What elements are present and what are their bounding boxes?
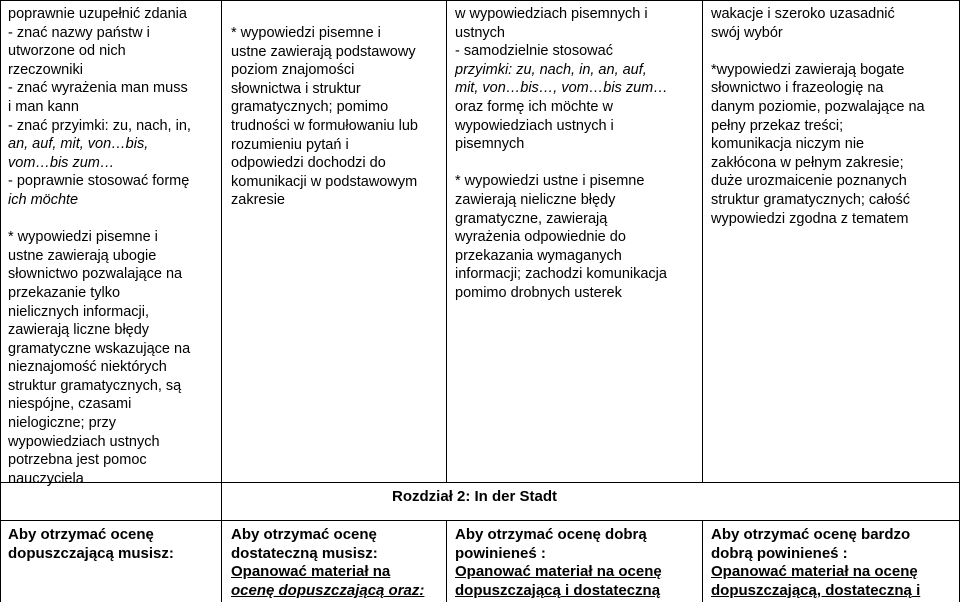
text-line: dobrą powinieneś : bbox=[711, 544, 848, 562]
text-line: utworzone od nich bbox=[8, 43, 126, 60]
text-line: pisemnych bbox=[455, 136, 525, 153]
text-line: słownictwo i frazeologię na bbox=[711, 80, 884, 97]
text-line: pełny przekaz treści; bbox=[711, 117, 844, 134]
text-line: wypowiedziach ustnych i bbox=[455, 117, 614, 134]
text-line: vom…bis zum… bbox=[8, 154, 115, 171]
table-border bbox=[221, 482, 960, 483]
text-line: informacji; zachodzi komunikacja bbox=[455, 266, 667, 283]
text-line: dopuszczającą, dostateczną i bbox=[711, 581, 921, 599]
text-line: pomimo drobnych usterek bbox=[455, 284, 622, 301]
grade-requirement-dostateczna bbox=[231, 526, 445, 600]
text-line: * wypowiedzi pisemne i bbox=[8, 229, 158, 246]
text-line: - znać wyrażenia man muss bbox=[8, 80, 188, 97]
criteria-cell-bardzo-dobra bbox=[711, 5, 958, 228]
text-line: duże urozmaicenie poznanych bbox=[711, 173, 907, 190]
table-border bbox=[446, 520, 447, 602]
text-line: nauczyciela bbox=[8, 470, 84, 487]
text-line: ocenę dopuszczającą oraz: bbox=[231, 581, 425, 599]
text-line: nielogiczne; przy bbox=[8, 415, 116, 432]
text-line: struktur gramatycznych, są bbox=[8, 377, 182, 394]
text-line: Aby otrzymać ocenę bbox=[231, 526, 377, 543]
text-line: Aby otrzymać ocenę dobrą bbox=[455, 526, 647, 543]
table-border bbox=[446, 0, 447, 482]
text-line: zawierają nieliczne błędy bbox=[455, 191, 616, 208]
text-line: nielicznych informacji, bbox=[8, 303, 150, 320]
text-line: - samodzielnie stosować bbox=[455, 43, 613, 60]
text-line: poprawnie uzupełnić zdania bbox=[8, 6, 187, 22]
text-line: w wypowiedziach pisemnych i bbox=[455, 6, 648, 22]
chapter-heading: Rozdział 2: In der Stadt bbox=[392, 488, 558, 505]
text-line: struktur gramatycznych; całość bbox=[711, 191, 911, 208]
table-border bbox=[221, 0, 222, 602]
text-line: - poprawnie stosować formę bbox=[8, 173, 190, 190]
text-line: odpowiedzi dochodzi do bbox=[231, 155, 386, 172]
grade-requirement-dopuszczajaca bbox=[8, 526, 220, 563]
text-line: komunikacji w podstawowym bbox=[231, 173, 418, 190]
grade-requirement-dobra bbox=[455, 526, 701, 600]
text-line: dopuszczającą musisz: bbox=[8, 544, 174, 562]
text-line: Aby otrzymać ocenę bbox=[8, 526, 154, 543]
text-line: wakacje i szeroko uzasadnić bbox=[711, 6, 895, 22]
text-line: ustne zawierają podstawowy bbox=[231, 43, 416, 60]
text-line: Aby otrzymać ocenę bardzo bbox=[711, 526, 911, 543]
text-line: * wypowiedzi pisemne i bbox=[231, 25, 381, 41]
text-line: Opanować materiał na ocenę bbox=[711, 563, 918, 581]
text-line: * wypowiedzi ustne i pisemne bbox=[455, 173, 645, 190]
text-line: gramatyczne, zawierają bbox=[455, 210, 608, 227]
text-line: dopuszczającą i dostateczną bbox=[455, 581, 661, 599]
text-line: Opanować materiał na ocenę bbox=[455, 563, 662, 581]
table-border bbox=[0, 520, 960, 521]
table-border bbox=[0, 0, 960, 1]
text-line: - znać nazwy państw i bbox=[8, 24, 150, 41]
text-line: nieznajomość niektórych bbox=[8, 359, 167, 376]
text-line: przekazania wymaganych bbox=[455, 247, 622, 264]
text-line: zakresie bbox=[231, 192, 285, 209]
text-line: danym poziomie, pozwalające na bbox=[711, 98, 925, 115]
text-line: komunikacja niczym nie bbox=[711, 136, 865, 153]
blank-line bbox=[455, 154, 701, 173]
text-line: przyimki: zu, nach, in, an, auf, bbox=[455, 61, 647, 78]
text-line: swój wybór bbox=[711, 24, 783, 41]
text-line: poziom znajomości bbox=[231, 62, 355, 79]
blank-line bbox=[711, 42, 958, 61]
text-line: potrzebna jest pomoc bbox=[8, 452, 147, 469]
text-line: powinieneś : bbox=[455, 544, 546, 562]
text-line: trudności w formułowaniu lub bbox=[231, 117, 418, 134]
grade-requirement-bardzo-dobra bbox=[711, 526, 958, 600]
table-border bbox=[702, 0, 703, 482]
text-line: wypowiedzi zgodna z tematem bbox=[711, 210, 909, 227]
table-border bbox=[0, 0, 1, 602]
text-line: i man kann bbox=[8, 98, 79, 115]
text-line: mit, von…bis…, vom…bis zum… bbox=[455, 80, 668, 97]
text-line: gramatyczne wskazujące na bbox=[8, 340, 191, 357]
text-line: ustnych bbox=[455, 24, 505, 41]
text-line: słownictwo pozwalające na bbox=[8, 266, 183, 283]
criteria-cell-dostateczna bbox=[231, 24, 445, 210]
criteria-cell-dopuszczajaca bbox=[8, 5, 220, 488]
text-line: zakłócona w pełnym zakresie; bbox=[711, 154, 904, 171]
table-border bbox=[702, 520, 703, 602]
text-line: wypowiedziach ustnych bbox=[8, 433, 160, 450]
text-line: słownictwa i struktur bbox=[231, 80, 361, 97]
blank-line bbox=[8, 210, 220, 229]
text-line: oraz formę ich möchte w bbox=[455, 98, 613, 115]
text-line: rzeczowniki bbox=[8, 61, 83, 78]
text-line: niespójne, czasami bbox=[8, 396, 132, 413]
text-line: ustne zawierają ubogie bbox=[8, 247, 157, 264]
text-line: Opanować materiał na bbox=[231, 563, 391, 581]
text-line: gramatycznych; pomimo bbox=[231, 99, 389, 116]
text-line: *wypowiedzi zawierają bogate bbox=[711, 61, 905, 78]
text-line: - znać przyimki: zu, nach, in, bbox=[8, 117, 191, 134]
text-line: rozumieniu pytań i bbox=[231, 136, 349, 153]
criteria-cell-dobra bbox=[455, 5, 701, 303]
text-line: wyrażenia odpowiednie do bbox=[455, 229, 626, 246]
text-line: dostateczną musisz: bbox=[231, 544, 378, 562]
text-line: ich möchte bbox=[8, 191, 79, 208]
text-line: przekazanie tylko bbox=[8, 284, 121, 301]
text-line: zawierają liczne błędy bbox=[8, 322, 150, 339]
text-line: an, auf, mit, von…bis, bbox=[8, 136, 149, 153]
